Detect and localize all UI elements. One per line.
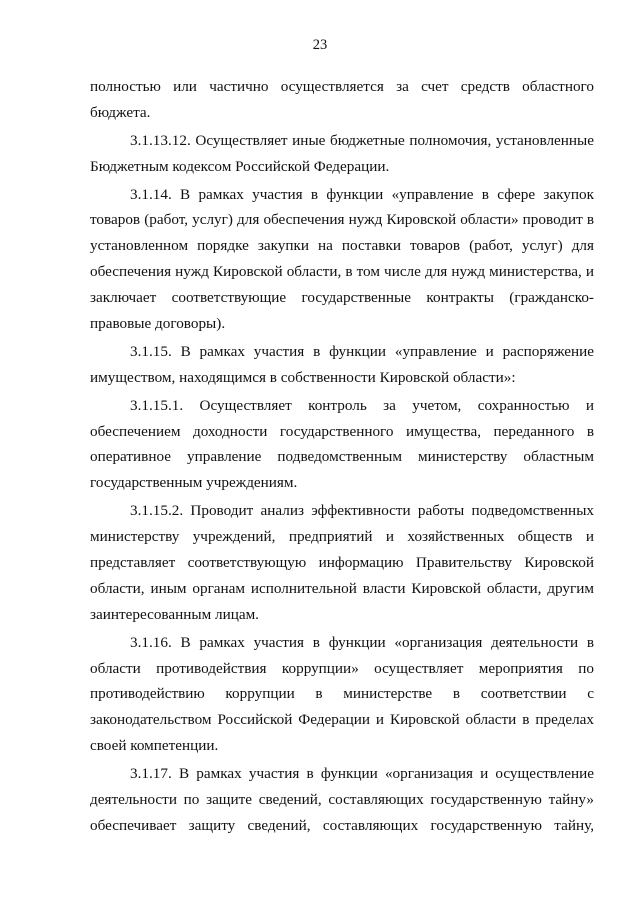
text-line: законодательством Российской Федерации и Кировской области в пределах: [90, 711, 594, 729]
text-line: 3.1.15.2. Проводит анализ эффективности работы подведомственных: [130, 502, 594, 520]
text-line: Бюджетным кодексом Российской Федерации.: [90, 157, 390, 175]
text-line: противодействию коррупции в министерстве в соответствии с: [90, 685, 594, 703]
text-line: заключает соответствующие государственные контракты (гражданско-: [90, 289, 594, 307]
text-line: обеспечивает защиту сведений, составляющих государственную тайну,: [90, 816, 594, 834]
text-line: представляет соответствующую информацию Правительству Кировской: [90, 554, 594, 572]
text-line: заинтересованным лицам.: [90, 605, 259, 623]
text-line: обеспечением доходности государственного имущества, переданного в: [90, 422, 594, 440]
text-line: установленном порядке закупки на поставки товаров (работ, услуг) для: [90, 237, 594, 255]
text-line: 3.1.15. В рамках участия в функции «управление и распоряжение: [130, 342, 594, 360]
text-line: 3.1.13.12. Осуществляет иные бюджетные полномочия, установленные: [130, 131, 594, 149]
text-line: правовые договоры).: [90, 315, 226, 333]
text-line: деятельности по защите сведений, составляющих государственную тайну»: [90, 791, 594, 809]
page-number: 23: [312, 37, 328, 53]
document-body: [90, 74, 594, 839]
text-line: оперативное управление подведомственным министерству областным: [90, 448, 594, 466]
text-line: государственным учреждениям.: [90, 474, 298, 492]
text-line: товаров (работ, услуг) для обеспечения нужд Кировской области» проводит в: [90, 211, 594, 229]
text-line: имуществом, находящимся в собственности Кировской области»:: [90, 368, 516, 386]
text-line: 3.1.15.1. Осуществляет контроль за учетом, сохранностью и: [130, 396, 594, 414]
text-line: области противодействия коррупции» осуществляет мероприятия по: [90, 659, 594, 677]
text-line: своей компетенции.: [90, 737, 219, 755]
text-line: министерству учреждений, предприятий и хозяйственных обществ и: [90, 528, 594, 546]
text-line: 3.1.16. В рамках участия в функции «организация деятельности в: [130, 633, 594, 651]
text-line: бюджета.: [90, 103, 151, 121]
text-line: полностью или частично осуществляется за счет средств областного: [90, 78, 594, 95]
text-line: области, иным органам исполнительной власти Кировской области, другим: [90, 579, 594, 597]
text-line: обеспечения нужд Кировской области, в том числе для нужд министерства, и: [90, 263, 594, 281]
text-line: 3.1.17. В рамках участия в функции «организация и осуществление: [130, 765, 594, 783]
text-line: 3.1.14. В рамках участия в функции «управление в сфере закупок: [130, 185, 594, 203]
